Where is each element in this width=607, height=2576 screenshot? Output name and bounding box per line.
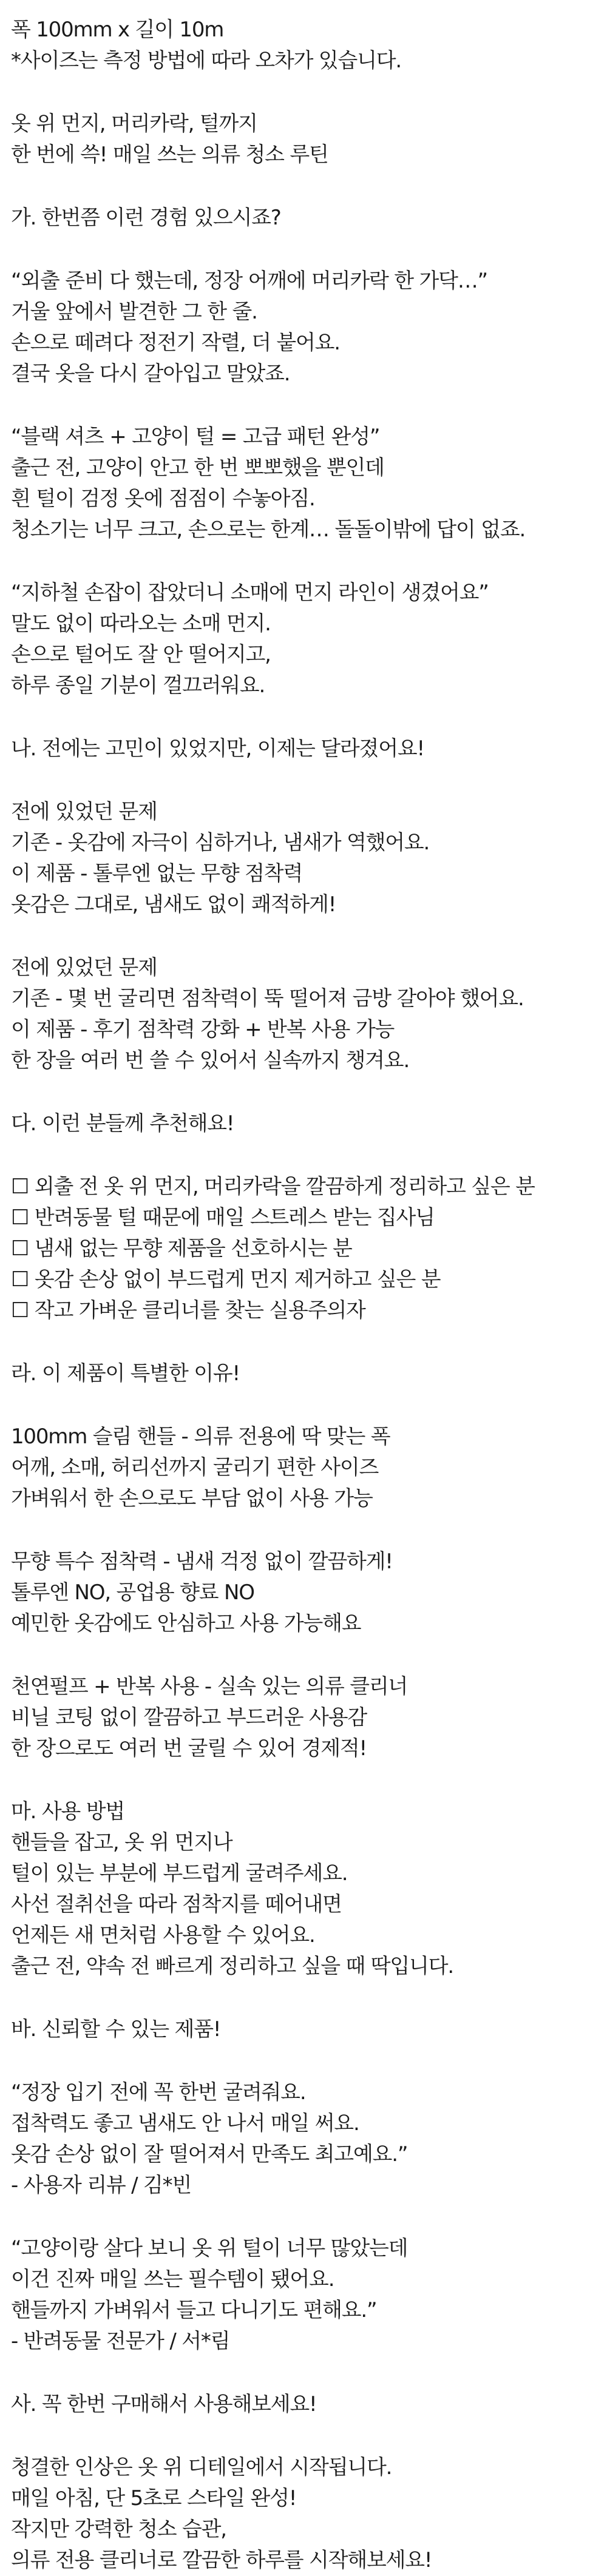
text-line: 언제든 새 면처럼 사용할 수 있어요. (11, 1923, 315, 1947)
comparison-block (11, 797, 607, 920)
text-line: 이건 진짜 매일 쓰는 필수템이 됐어요. (11, 2267, 334, 2291)
text-line: 사선 절취선을 따라 점착지를 떼어내면 (11, 1892, 342, 1917)
text-line: “블랙 셔츠 + 고양이 털 = 고급 패턴 완성” (11, 425, 380, 449)
text-line: “정장 입기 전에 꼭 한번 굴려줘요. (11, 2080, 306, 2105)
text-line: “지하철 손잡이 잡았더니 소매에 먼지 라인이 생겼어요” (11, 581, 489, 605)
text-line: 옷감 손상 없이 잘 떨어져서 만족도 최고예요.” (11, 2142, 408, 2166)
section-heading (11, 203, 607, 234)
text-line: 바. 신뢰할 수 있는 제품! (11, 2017, 221, 2042)
section-heading (11, 2014, 607, 2045)
text-line: 폭 100mm x 길이 10m (11, 18, 224, 42)
comparison-block (11, 953, 607, 1076)
section-heading (11, 2389, 607, 2420)
closing-block (11, 2452, 607, 2576)
text-line: 기존 - 옷감에 자극이 심하거나, 냄새가 역했어요. (11, 831, 430, 855)
text-line: 라. 이 제품이 특별한 이유! (11, 1361, 240, 1386)
text-line: 이 제품 - 톨루엔 없는 무향 점착력 (11, 861, 303, 886)
text-line: 천연펄프 + 반복 사용 - 실속 있는 의류 클리너 (11, 1674, 408, 1699)
text-line: 작지만 강력한 청소 습관, (11, 2517, 226, 2541)
feature-block (11, 1546, 607, 1639)
text-line: *사이즈는 측정 방법에 따라 오차가 있습니다. (11, 49, 402, 73)
story-block (11, 578, 607, 701)
text-line: 핸들까지 가벼워서 들고 다니기도 편해요.” (11, 2298, 377, 2322)
usage-block (11, 1796, 607, 1982)
text-line: 한 장으로도 여러 번 굴릴 수 있어 경제적! (11, 1736, 367, 1761)
section-heading (11, 1108, 607, 1139)
text-line: 결국 옷을 다시 갈아입고 말았죠. (11, 362, 290, 386)
text-line: 출근 전, 고양이 안고 한 번 뽀뽀했을 뿐인데 (11, 456, 384, 480)
text-line: 예민한 옷감에도 안심하고 사용 가능해요 (11, 1611, 361, 1636)
text-line: 기존 - 몇 번 굴리면 점착력이 뚝 떨어져 금방 갈아야 했어요. (11, 986, 524, 1011)
section-heading (11, 733, 607, 764)
text-line: 출근 전, 약속 전 빠르게 정리하고 싶을 때 딱입니다. (11, 1954, 453, 1978)
text-line: 비닐 코팅 없이 깔끔하고 부드러운 사용감 (11, 1705, 367, 1730)
product-description (0, 15, 607, 2576)
text-line: 사. 꼭 한번 구매해서 사용해보세요! (11, 2392, 317, 2416)
text-line: 다. 이런 분들께 추천해요! (11, 1111, 234, 1136)
story-block (11, 422, 607, 545)
text-line: 나. 전에는 고민이 있었지만, 이제는 달라졌어요! (11, 737, 424, 761)
feature-block (11, 1671, 607, 1764)
text-line: - 반려동물 전문가 / 서*림 (11, 2329, 230, 2353)
text-line: 의류 전용 클리너로 깔끔한 하루를 시작해보세요! (11, 2548, 432, 2572)
text-line: 이 제품 - 후기 점착력 강화 + 반복 사용 가능 (11, 1017, 395, 1042)
text-line: 100mm 슬림 핸들 - 의류 전용에 딱 맞는 폭 (11, 1425, 390, 1449)
text-line: 손으로 털어도 잘 안 떨어지고, (11, 642, 271, 667)
text-line: 손으로 떼려다 정전기 작렬, 더 붙어요. (11, 331, 340, 355)
checklist-item: ☐ 외출 전 옷 위 먼지, 머리카락을 깔끔하게 정리하고 싶은 분 (11, 1175, 535, 1199)
text-line: - 사용자 리뷰 / 김*빈 (11, 2173, 192, 2197)
checklist-item: ☐ 옷감 손상 없이 부드럽게 먼지 제거하고 싶은 분 (11, 1267, 441, 1292)
checklist-item: ☐ 냄새 없는 무향 제품을 선호하시는 분 (11, 1236, 352, 1261)
checklist-item: ☐ 반려동물 털 때문에 매일 스트레스 받는 집사님 (11, 1205, 435, 1230)
text-line: 가벼워서 한 손으로도 부담 없이 사용 가능 (11, 1486, 373, 1511)
section-heading (11, 1358, 607, 1389)
text-line: 접착력도 좋고 냄새도 안 나서 매일 써요. (11, 2111, 359, 2136)
feature-block (11, 1421, 607, 1514)
text-line: 말도 없이 따라오는 소매 먼지. (11, 612, 271, 636)
text-line: 흰 털이 검정 옷에 점점이 수놓아짐. (11, 487, 315, 511)
spec-block (11, 15, 607, 76)
text-line: 핸들을 잡고, 옷 위 먼지나 (11, 1830, 232, 1855)
text-line: 털이 있는 부분에 부드럽게 굴려주세요. (11, 1861, 348, 1886)
text-line: 톨루엔 NO, 공업용 향료 NO (11, 1580, 254, 1605)
text-line: 전에 있었던 문제 (11, 956, 157, 980)
text-line: “외출 준비 다 했는데, 정장 어깨에 머리카락 한 가닥…” (11, 269, 487, 293)
text-line: 청결한 인상은 옷 위 디테일에서 시작됩니다. (11, 2455, 392, 2480)
text-line: 옷 위 먼지, 머리카락, 털까지 (11, 112, 257, 136)
text-line: 거울 앞에서 발견한 그 한 줄. (11, 300, 257, 324)
checklist-item: ☐ 작고 가벼운 클리너를 찾는 실용주의자 (11, 1298, 365, 1323)
text-line: 한 장을 여러 번 쓸 수 있어서 실속까지 챙겨요. (11, 1048, 410, 1073)
review-block (11, 2233, 607, 2357)
text-line: 무향 특수 점착력 - 냄새 걱정 없이 깔끔하게! (11, 1549, 393, 1574)
headline-block (11, 109, 607, 170)
text-line: 가. 한번쯤 이런 경험 있으시죠? (11, 206, 281, 230)
story-block (11, 266, 607, 389)
text-line: 하루 종일 기분이 껄끄러워요. (11, 673, 265, 698)
text-line: “고양이랑 살다 보니 옷 위 털이 너무 많았는데 (11, 2236, 408, 2261)
text-line: 어깨, 소매, 허리선까지 굴리기 편한 사이즈 (11, 1455, 379, 1480)
checklist (11, 1172, 607, 1326)
text-line: 옷감은 그대로, 냄새도 없이 쾌적하게! (11, 892, 336, 917)
review-block (11, 2077, 607, 2201)
text-line: 매일 아침, 단 5초로 스타일 완성! (11, 2486, 297, 2510)
text-line: 청소기는 너무 크고, 손으로는 한계… 돌돌이밖에 답이 없죠. (11, 518, 526, 542)
text-line: 한 번에 쓱! 매일 쓰는 의류 청소 루틴 (11, 143, 328, 167)
text-line: 전에 있었던 문제 (11, 800, 157, 824)
text-line: 마. 사용 방법 (11, 1799, 125, 1824)
